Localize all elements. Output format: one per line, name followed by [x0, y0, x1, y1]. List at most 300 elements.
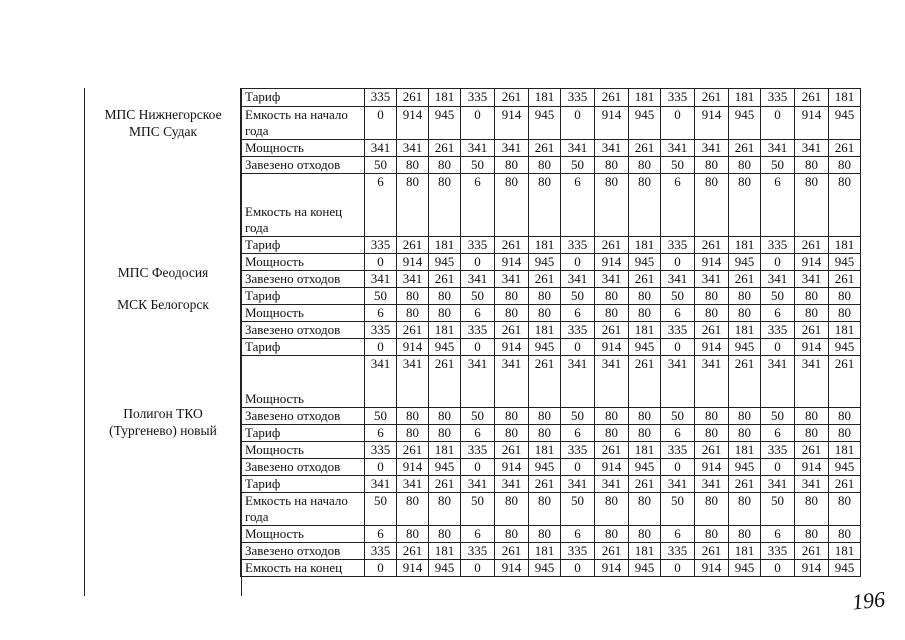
- value-cell: 80: [495, 493, 529, 526]
- row-parameter-name: Емкость на конец года: [241, 174, 365, 237]
- value-cell: 945: [829, 339, 861, 356]
- value-cell: 6: [561, 305, 595, 322]
- value-cell: 261: [729, 356, 761, 408]
- table-row: [241, 305, 861, 322]
- value-cell: 335: [461, 442, 495, 459]
- value-cell: 914: [595, 254, 629, 271]
- value-cell: 80: [429, 157, 461, 174]
- value-cell: 181: [629, 442, 661, 459]
- value-cell: 341: [365, 476, 397, 493]
- value-cell: 80: [729, 493, 761, 526]
- value-cell: 335: [661, 237, 695, 254]
- table-row: [241, 288, 861, 305]
- table-row: [241, 408, 861, 425]
- value-cell: 80: [529, 288, 561, 305]
- object-label-nizhnegorskoe: [85, 106, 241, 140]
- value-cell: 6: [661, 305, 695, 322]
- value-cell: 914: [795, 254, 829, 271]
- row-parameter-name: Завезено отходов: [241, 157, 365, 174]
- value-cell: 80: [729, 425, 761, 442]
- value-cell: 80: [629, 157, 661, 174]
- value-cell: 50: [761, 157, 795, 174]
- value-cell: 261: [629, 356, 661, 408]
- value-cell: 0: [661, 339, 695, 356]
- value-cell: 341: [595, 356, 629, 408]
- object-label-turgenevo: [85, 405, 241, 439]
- value-cell: 181: [829, 442, 861, 459]
- value-cell: 181: [529, 237, 561, 254]
- value-cell: 80: [397, 157, 429, 174]
- value-cell: 335: [461, 237, 495, 254]
- value-cell: 335: [661, 89, 695, 107]
- value-cell: 261: [829, 140, 861, 157]
- value-cell: 50: [661, 493, 695, 526]
- value-cell: 341: [461, 271, 495, 288]
- row-parameter-name: Мощность: [241, 442, 365, 459]
- value-cell: 181: [429, 322, 461, 339]
- value-cell: 0: [761, 459, 795, 476]
- value-cell: 914: [595, 560, 629, 577]
- value-cell: 341: [795, 476, 829, 493]
- value-cell: 261: [495, 89, 529, 107]
- value-cell: 181: [629, 237, 661, 254]
- value-cell: 50: [561, 157, 595, 174]
- object-names-column: [84, 88, 242, 596]
- value-cell: 0: [761, 560, 795, 577]
- row-parameter-name: Мощность: [241, 254, 365, 271]
- value-cell: 261: [829, 271, 861, 288]
- value-cell: 341: [595, 271, 629, 288]
- row-parameter-name: Тариф: [241, 237, 365, 254]
- table-row: [241, 442, 861, 459]
- value-cell: 80: [829, 526, 861, 543]
- value-cell: 335: [561, 543, 595, 560]
- value-cell: 341: [561, 356, 595, 408]
- row-parameter-name: Тариф: [241, 425, 365, 442]
- value-cell: 6: [661, 526, 695, 543]
- value-cell: 335: [761, 89, 795, 107]
- table-row: [241, 254, 861, 271]
- value-cell: 50: [461, 493, 495, 526]
- value-cell: 945: [529, 107, 561, 140]
- value-cell: 0: [661, 254, 695, 271]
- value-cell: 80: [595, 174, 629, 237]
- value-cell: 6: [761, 526, 795, 543]
- value-cell: 50: [365, 288, 397, 305]
- value-cell: 945: [829, 459, 861, 476]
- value-cell: 261: [429, 356, 461, 408]
- value-cell: 945: [529, 560, 561, 577]
- value-cell: 945: [529, 459, 561, 476]
- value-cell: 80: [795, 174, 829, 237]
- value-cell: 341: [397, 476, 429, 493]
- value-cell: 50: [461, 408, 495, 425]
- value-cell: 335: [461, 89, 495, 107]
- value-cell: 50: [561, 493, 595, 526]
- value-cell: 80: [529, 157, 561, 174]
- value-cell: 261: [429, 140, 461, 157]
- value-cell: 80: [529, 493, 561, 526]
- value-cell: 80: [429, 493, 461, 526]
- value-cell: 80: [795, 408, 829, 425]
- value-cell: 341: [365, 356, 397, 408]
- value-cell: 80: [729, 305, 761, 322]
- value-cell: 80: [595, 305, 629, 322]
- value-cell: 181: [429, 543, 461, 560]
- value-cell: 261: [529, 140, 561, 157]
- value-cell: 80: [429, 526, 461, 543]
- value-cell: 6: [365, 305, 397, 322]
- value-cell: 914: [695, 339, 729, 356]
- value-cell: 945: [829, 560, 861, 577]
- value-cell: 261: [729, 271, 761, 288]
- value-cell: 261: [397, 89, 429, 107]
- value-cell: 341: [795, 140, 829, 157]
- value-cell: 80: [429, 305, 461, 322]
- value-cell: 80: [795, 288, 829, 305]
- value-cell: 80: [695, 425, 729, 442]
- value-cell: 335: [761, 442, 795, 459]
- value-cell: 80: [829, 493, 861, 526]
- value-cell: 341: [495, 356, 529, 408]
- value-cell: 181: [629, 89, 661, 107]
- row-parameter-name: Тариф: [241, 89, 365, 107]
- value-cell: 914: [397, 107, 429, 140]
- value-cell: 0: [761, 254, 795, 271]
- value-cell: 6: [461, 305, 495, 322]
- value-cell: 914: [795, 459, 829, 476]
- value-cell: 50: [661, 157, 695, 174]
- value-cell: 341: [761, 271, 795, 288]
- value-cell: 80: [495, 305, 529, 322]
- value-cell: 341: [461, 140, 495, 157]
- table-row: [241, 174, 861, 237]
- value-cell: 335: [561, 89, 595, 107]
- row-parameter-name: Мощность: [241, 140, 365, 157]
- value-cell: 50: [761, 493, 795, 526]
- value-cell: 80: [829, 288, 861, 305]
- row-parameter-name: Мощность: [241, 356, 365, 408]
- value-cell: 80: [495, 425, 529, 442]
- value-cell: 80: [495, 288, 529, 305]
- value-cell: 261: [495, 442, 529, 459]
- value-cell: 914: [397, 560, 429, 577]
- value-cell: 80: [829, 305, 861, 322]
- value-cell: 335: [365, 322, 397, 339]
- row-parameter-name: Завезено отходов: [241, 322, 365, 339]
- value-cell: 341: [561, 271, 595, 288]
- value-cell: 945: [629, 560, 661, 577]
- value-cell: 6: [561, 174, 595, 237]
- value-cell: 181: [729, 89, 761, 107]
- value-cell: 50: [365, 493, 397, 526]
- row-parameter-name: Емкость на конец: [241, 560, 365, 577]
- value-cell: 80: [397, 493, 429, 526]
- value-cell: 181: [529, 322, 561, 339]
- value-cell: 914: [495, 107, 529, 140]
- value-cell: 261: [695, 89, 729, 107]
- value-cell: 80: [795, 526, 829, 543]
- value-cell: 341: [495, 140, 529, 157]
- value-cell: 80: [629, 493, 661, 526]
- value-cell: 341: [365, 271, 397, 288]
- value-cell: 6: [561, 425, 595, 442]
- object-label-feodosiya: [85, 264, 241, 281]
- value-cell: 341: [761, 476, 795, 493]
- value-cell: 945: [629, 459, 661, 476]
- value-cell: 0: [365, 560, 397, 577]
- value-cell: 335: [365, 89, 397, 107]
- value-cell: 261: [729, 476, 761, 493]
- value-cell: 80: [729, 174, 761, 237]
- value-cell: 914: [695, 459, 729, 476]
- value-cell: 0: [561, 107, 595, 140]
- row-parameter-name: Емкость на начало года: [241, 107, 365, 140]
- value-cell: 261: [397, 442, 429, 459]
- value-cell: 50: [661, 408, 695, 425]
- value-cell: 80: [397, 288, 429, 305]
- value-cell: 335: [561, 237, 595, 254]
- value-cell: 335: [661, 543, 695, 560]
- value-cell: 945: [729, 560, 761, 577]
- value-cell: 945: [729, 107, 761, 140]
- value-cell: 181: [429, 442, 461, 459]
- value-cell: 341: [461, 476, 495, 493]
- value-cell: 0: [561, 459, 595, 476]
- row-parameter-name: Тариф: [241, 288, 365, 305]
- value-cell: 181: [429, 237, 461, 254]
- value-cell: 6: [365, 526, 397, 543]
- value-cell: 261: [429, 271, 461, 288]
- value-cell: 181: [729, 322, 761, 339]
- value-cell: 341: [661, 271, 695, 288]
- value-cell: 80: [595, 526, 629, 543]
- value-cell: 261: [795, 543, 829, 560]
- value-cell: 335: [461, 322, 495, 339]
- object-label-line: МПС Феодосия: [117, 265, 209, 280]
- value-cell: 945: [729, 339, 761, 356]
- value-cell: 335: [461, 543, 495, 560]
- value-cell: 341: [461, 356, 495, 408]
- value-cell: 914: [595, 107, 629, 140]
- value-cell: 261: [595, 322, 629, 339]
- value-cell: 914: [695, 254, 729, 271]
- value-cell: 261: [695, 543, 729, 560]
- value-cell: 80: [629, 425, 661, 442]
- value-cell: 914: [695, 560, 729, 577]
- value-cell: 261: [595, 442, 629, 459]
- value-cell: 80: [795, 305, 829, 322]
- value-cell: 945: [729, 459, 761, 476]
- value-cell: 80: [429, 174, 461, 237]
- row-parameter-name: Завезено отходов: [241, 459, 365, 476]
- value-cell: 0: [761, 339, 795, 356]
- value-cell: 80: [695, 526, 729, 543]
- value-cell: 914: [495, 560, 529, 577]
- value-cell: 945: [429, 107, 461, 140]
- value-cell: 80: [795, 493, 829, 526]
- value-cell: 6: [561, 526, 595, 543]
- value-cell: 945: [529, 254, 561, 271]
- value-cell: 80: [495, 526, 529, 543]
- value-cell: 261: [629, 476, 661, 493]
- value-cell: 80: [495, 408, 529, 425]
- value-cell: 80: [829, 425, 861, 442]
- table-row: [241, 356, 861, 408]
- row-parameter-name: Завезено отходов: [241, 543, 365, 560]
- value-cell: 914: [795, 339, 829, 356]
- value-cell: 80: [829, 174, 861, 237]
- table-row: [241, 493, 861, 526]
- value-cell: 6: [461, 174, 495, 237]
- value-cell: 341: [695, 271, 729, 288]
- table-row: [241, 237, 861, 254]
- value-cell: 261: [397, 543, 429, 560]
- value-cell: 6: [761, 305, 795, 322]
- page-number: 196: [850, 586, 887, 615]
- value-cell: 0: [365, 339, 397, 356]
- value-cell: 0: [561, 560, 595, 577]
- value-cell: 261: [795, 442, 829, 459]
- value-cell: 261: [829, 356, 861, 408]
- value-cell: 181: [729, 543, 761, 560]
- value-cell: 80: [795, 157, 829, 174]
- value-cell: 80: [729, 157, 761, 174]
- value-cell: 80: [397, 526, 429, 543]
- value-cell: 0: [365, 254, 397, 271]
- value-cell: 261: [495, 237, 529, 254]
- value-cell: 914: [795, 107, 829, 140]
- value-cell: 945: [629, 254, 661, 271]
- value-cell: 945: [429, 560, 461, 577]
- value-cell: 80: [729, 526, 761, 543]
- value-cell: 261: [629, 140, 661, 157]
- value-cell: 261: [795, 237, 829, 254]
- value-cell: 0: [661, 459, 695, 476]
- value-cell: 945: [829, 254, 861, 271]
- value-cell: 341: [661, 140, 695, 157]
- table-row: [241, 271, 861, 288]
- value-cell: 80: [595, 408, 629, 425]
- value-cell: 80: [397, 305, 429, 322]
- value-cell: 0: [461, 339, 495, 356]
- value-cell: 261: [397, 322, 429, 339]
- value-cell: 341: [365, 140, 397, 157]
- value-cell: 80: [595, 288, 629, 305]
- value-cell: 181: [529, 442, 561, 459]
- value-cell: 261: [495, 543, 529, 560]
- value-cell: 80: [529, 526, 561, 543]
- value-cell: 914: [495, 339, 529, 356]
- table-row: [241, 107, 861, 140]
- object-label-belogorsk: [85, 296, 241, 313]
- row-parameter-name: Тариф: [241, 339, 365, 356]
- value-cell: 50: [661, 288, 695, 305]
- value-cell: 914: [495, 254, 529, 271]
- value-cell: 80: [795, 425, 829, 442]
- value-cell: 80: [595, 493, 629, 526]
- value-cell: 341: [661, 476, 695, 493]
- value-cell: 335: [365, 442, 397, 459]
- value-cell: 945: [629, 107, 661, 140]
- value-cell: 80: [397, 174, 429, 237]
- object-label-line: МСК Белогорск: [117, 297, 209, 312]
- row-parameter-name: Емкость на начало года: [241, 493, 365, 526]
- value-cell: 261: [595, 237, 629, 254]
- value-cell: 341: [661, 356, 695, 408]
- value-cell: 335: [561, 322, 595, 339]
- value-cell: 0: [461, 254, 495, 271]
- value-cell: 80: [429, 408, 461, 425]
- value-cell: 80: [529, 174, 561, 237]
- value-cell: 80: [495, 157, 529, 174]
- value-cell: 6: [761, 174, 795, 237]
- value-cell: 341: [695, 476, 729, 493]
- value-cell: 80: [695, 305, 729, 322]
- object-label-line: (Тургенево) новый: [109, 423, 217, 438]
- value-cell: 80: [629, 305, 661, 322]
- value-cell: 181: [829, 543, 861, 560]
- value-cell: 335: [661, 442, 695, 459]
- value-cell: 261: [629, 271, 661, 288]
- value-cell: 181: [629, 543, 661, 560]
- value-cell: 945: [829, 107, 861, 140]
- value-cell: 80: [829, 408, 861, 425]
- row-parameter-name: Тариф: [241, 476, 365, 493]
- value-cell: 80: [629, 174, 661, 237]
- value-cell: 50: [561, 408, 595, 425]
- value-cell: 261: [695, 237, 729, 254]
- value-cell: 6: [365, 425, 397, 442]
- value-cell: 80: [397, 425, 429, 442]
- value-cell: 945: [429, 459, 461, 476]
- value-cell: 261: [595, 543, 629, 560]
- value-cell: 80: [595, 157, 629, 174]
- value-cell: 181: [429, 89, 461, 107]
- value-cell: 341: [595, 476, 629, 493]
- value-cell: 80: [829, 157, 861, 174]
- value-cell: 261: [495, 322, 529, 339]
- value-cell: 50: [365, 157, 397, 174]
- value-cell: 261: [695, 442, 729, 459]
- table-row: [241, 526, 861, 543]
- value-cell: 341: [397, 271, 429, 288]
- table-row: [241, 140, 861, 157]
- value-cell: 6: [365, 174, 397, 237]
- value-cell: 0: [561, 339, 595, 356]
- value-cell: 914: [795, 560, 829, 577]
- row-parameter-name: Завезено отходов: [241, 271, 365, 288]
- table-row: [241, 425, 861, 442]
- table-row: [241, 339, 861, 356]
- value-cell: 50: [365, 408, 397, 425]
- value-cell: 945: [429, 339, 461, 356]
- table-row: [241, 157, 861, 174]
- table-row: [241, 560, 861, 577]
- value-cell: 80: [529, 425, 561, 442]
- value-cell: 6: [461, 425, 495, 442]
- value-cell: 80: [695, 408, 729, 425]
- value-cell: 341: [595, 140, 629, 157]
- value-cell: 80: [429, 288, 461, 305]
- value-cell: 914: [397, 339, 429, 356]
- value-cell: 0: [461, 560, 495, 577]
- value-cell: 341: [495, 271, 529, 288]
- tariff-table: [240, 88, 861, 577]
- value-cell: 80: [495, 174, 529, 237]
- value-cell: 181: [529, 543, 561, 560]
- value-cell: 261: [829, 476, 861, 493]
